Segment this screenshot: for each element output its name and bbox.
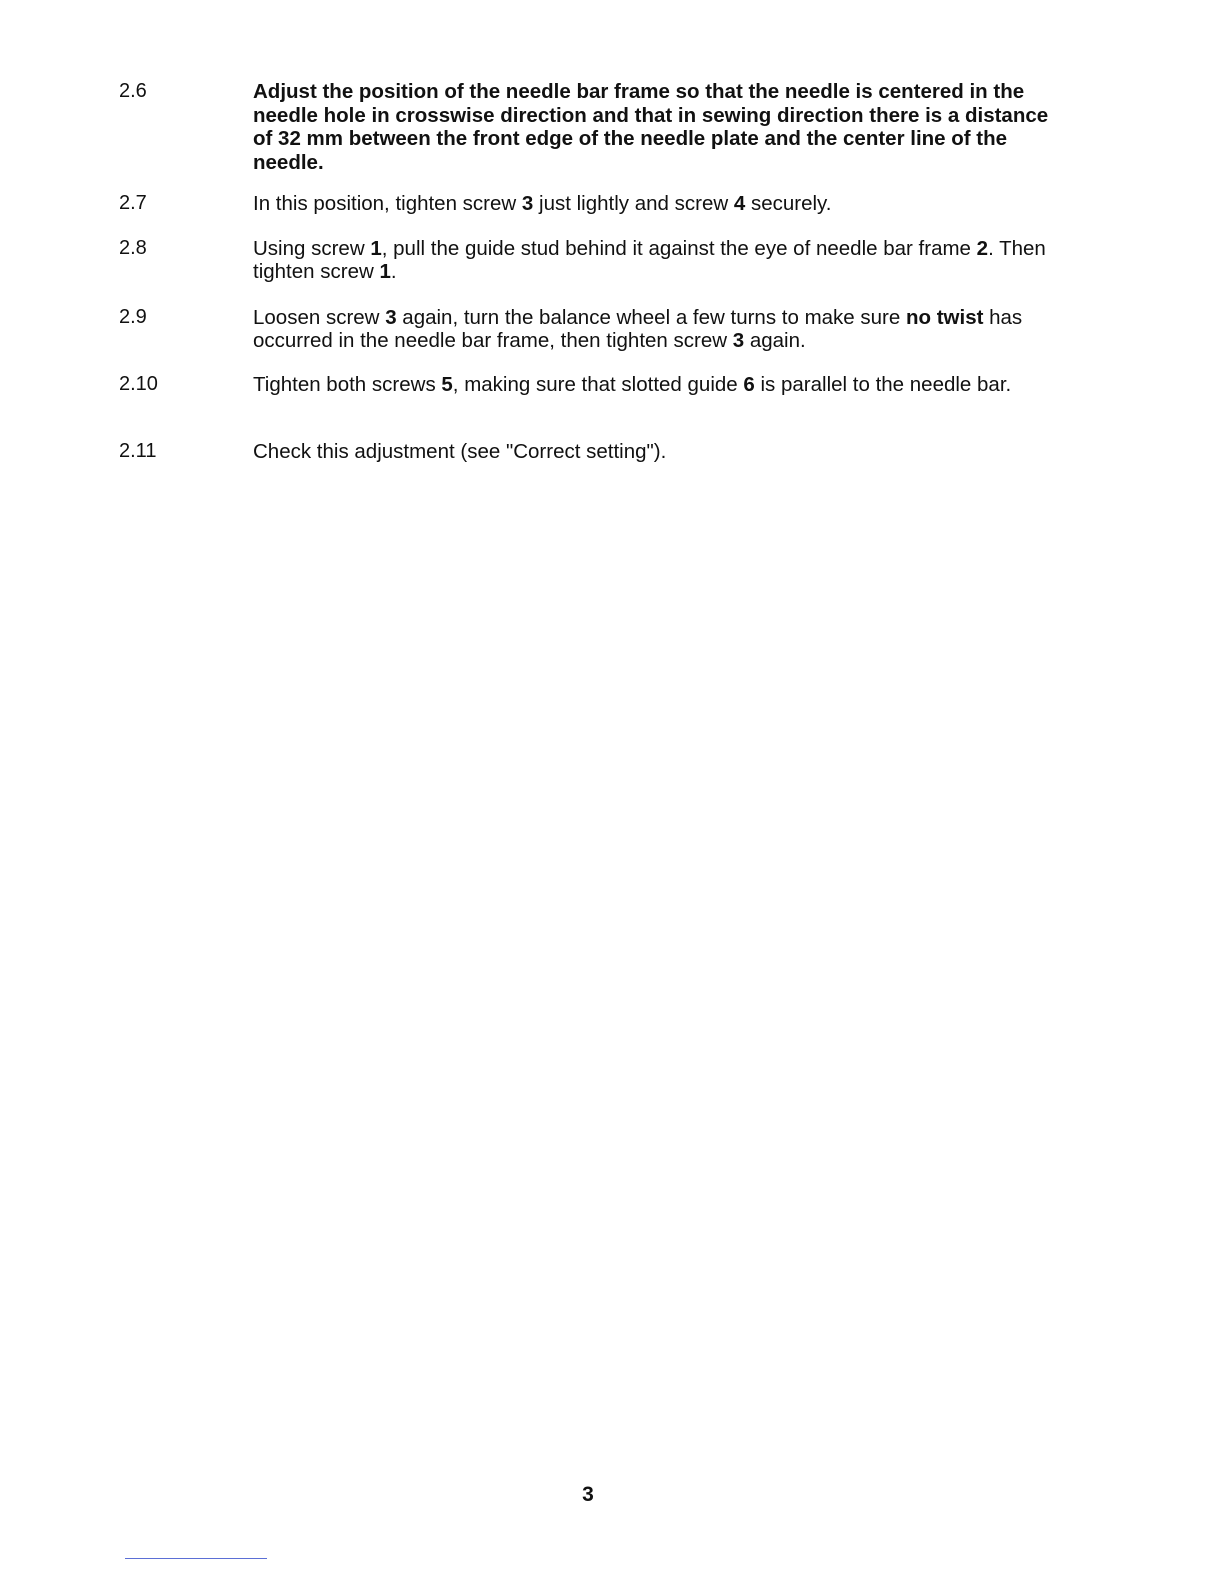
step-number: 2.10 <box>119 373 158 395</box>
screw-ref: 3 <box>385 306 397 329</box>
text-run: , making sure that slotted guide <box>452 373 744 396</box>
text-run: Loosen screw <box>253 306 386 329</box>
text-run: just lightly and screw <box>533 192 734 215</box>
text-run: Tighten both screws <box>253 373 442 396</box>
step-text <box>253 373 1065 396</box>
text-run: . Then tighten screw <box>253 237 1046 283</box>
emphasis: no twist <box>905 306 984 329</box>
step-number: 2.6 <box>119 80 147 102</box>
step-text <box>253 306 1065 352</box>
text-run: again, turn the balance wheel a few turns to make sure <box>396 306 906 329</box>
text-run: . <box>390 260 397 283</box>
step-number: 2.7 <box>119 192 147 214</box>
step-number: 2.9 <box>119 306 147 328</box>
text-run: has occurred in the needle bar frame, then tighten screw <box>253 306 1023 352</box>
screw-ref: 1 <box>370 237 382 260</box>
page-number: 3 <box>582 1483 594 1506</box>
step-text <box>253 237 1065 283</box>
step-text <box>253 192 1065 215</box>
text-run: securely. <box>745 192 832 215</box>
text-run: , pull the guide stud behind it against the eye of needle bar frame <box>381 237 977 260</box>
step-number: 2.11 <box>119 440 157 462</box>
guide-ref: 6 <box>743 373 755 396</box>
text-run: is parallel to the needle bar. <box>754 373 1012 396</box>
screw-ref: 3 <box>521 192 534 215</box>
frame-ref: 2 <box>976 237 989 260</box>
screw-ref: 4 <box>733 192 746 215</box>
text-run: Using screw <box>253 237 371 260</box>
screw-ref: 5 <box>441 373 453 396</box>
text-run: again. <box>744 329 806 352</box>
footer-rule <box>125 1558 267 1559</box>
screw-ref: 1 <box>379 260 391 283</box>
step-text: Adjust the position of the needle bar frame so that the needle is centered in the needle hole in crosswise direction and that in sewing direction there is a distance of 32 mm between the front edge of the needle plate and the center line of the needle. <box>253 80 1049 174</box>
screw-ref: 3 <box>732 329 745 352</box>
step-text: Check this adjustment (see "Correct setting"). <box>253 440 667 463</box>
text-run: In this position, tighten screw <box>253 192 522 215</box>
step-number: 2.8 <box>119 237 147 259</box>
